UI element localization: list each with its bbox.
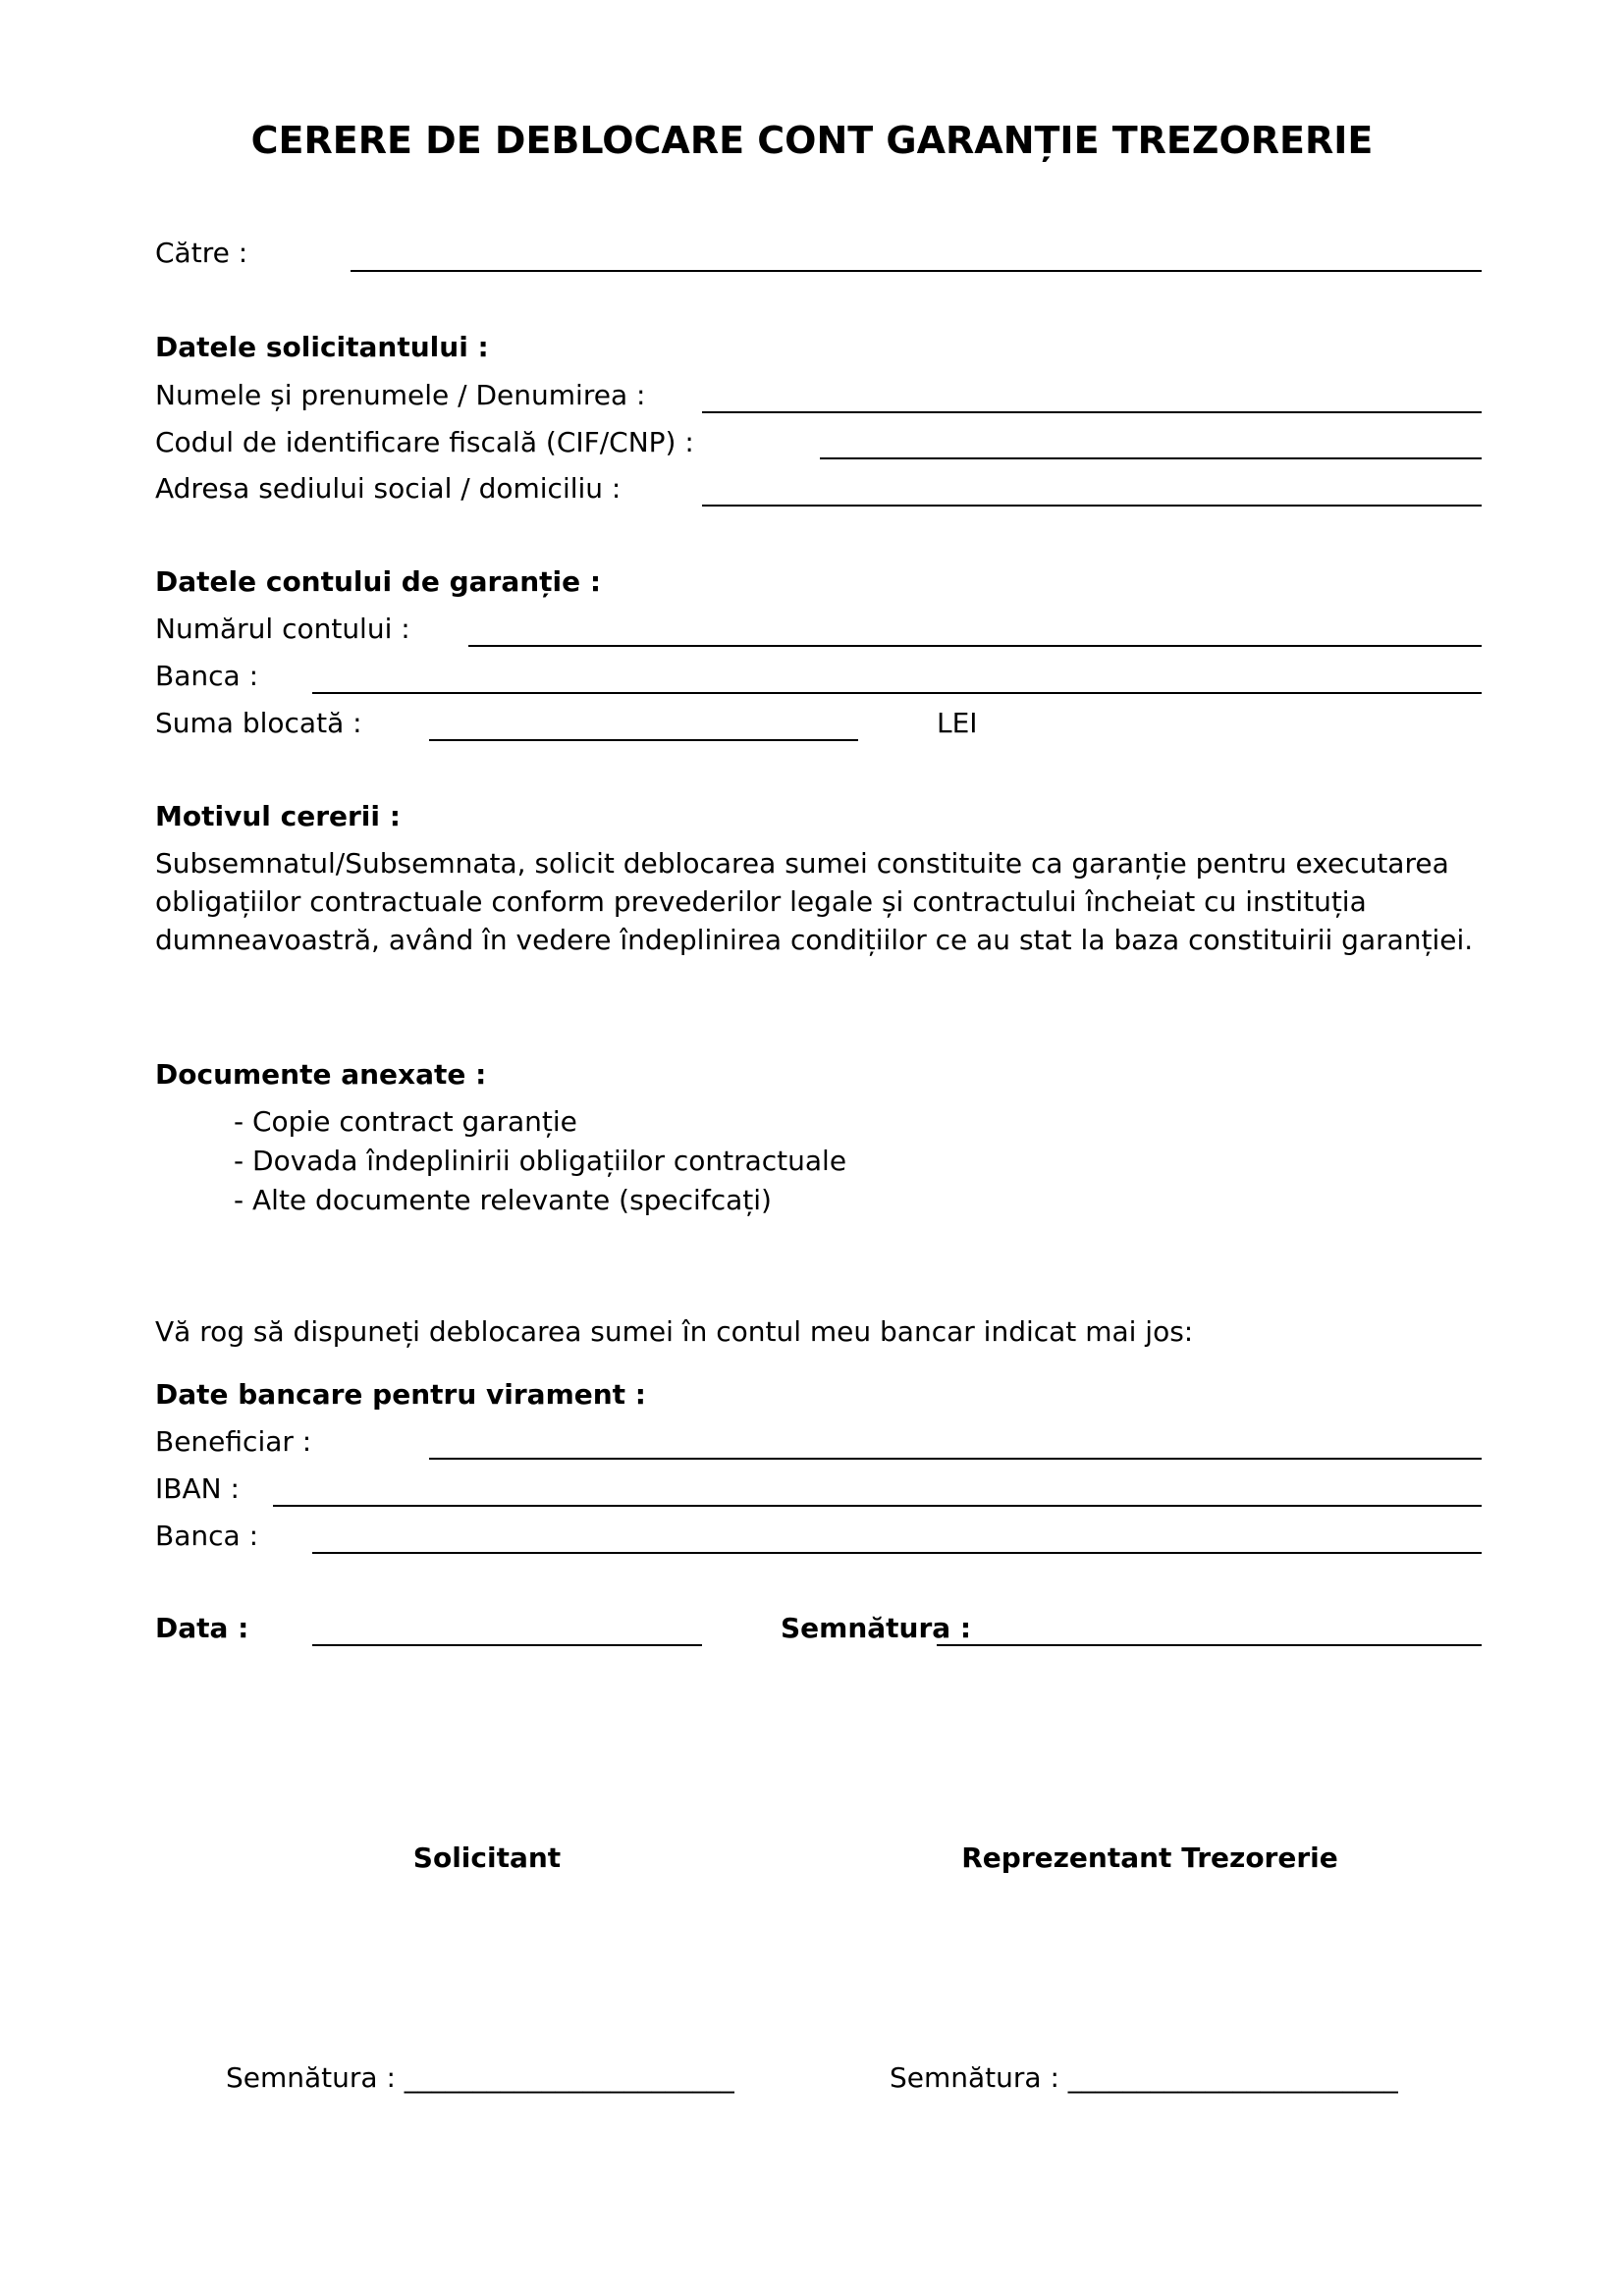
currency-label: LEI [937,707,978,739]
guarantee-bank-label: Banca : [155,660,258,692]
reason-heading: Motivul cererii : [155,800,401,832]
guarantee-bank-field-line[interactable] [312,692,1482,694]
iban-label: IBAN : [155,1472,240,1505]
guarantee-account-number-field-line[interactable] [468,645,1482,647]
attachments-heading: Documente anexate : [155,1058,487,1091]
reason-paragraph [155,844,1530,959]
reason-line: dumneavoastră, având în vedere îndeplinirea condițiilor ce au stat la baza constituirii garanției. [155,924,1474,956]
transfer-bank-label: Banca : [155,1520,258,1552]
transfer-bank-field-line[interactable] [312,1552,1482,1554]
applicant-address-label: Adresa sediului social / domiciliu : [155,472,622,505]
catre-field-line[interactable] [351,270,1482,272]
blocked-amount-field-line[interactable] [429,739,858,741]
iban-field-line[interactable] [273,1505,1482,1507]
request-text: Vă rog să dispuneți deblocarea sumei în contul meu bancar indicat mai jos: [155,1315,1194,1348]
date-field-line[interactable] [312,1644,702,1646]
applicant-cif-label: Codul de identificare fiscală (CIF/CNP) : [155,426,694,458]
applicant-name-label: Numele și prenumele / Denumirea : [155,379,646,411]
reason-line: Subsemnatul/Subsemnata, solicit deblocarea sumei constituite ca garanție pentru executarea [155,847,1449,880]
attachment-item: - Dovada îndeplinirii obligațiilor contractuale [234,1145,847,1177]
treasury-signature-field[interactable]: Semnătura : ________________________ [890,2061,1398,2094]
catre-label: Către : [155,237,248,269]
bank-details-heading: Date bancare pentru virament : [155,1378,646,1411]
applicant-signatory-title: Solicitant [412,1842,562,1874]
date-label: Data : [155,1612,249,1644]
applicant-name-field-line[interactable] [702,411,1482,413]
applicant-cif-field-line[interactable] [820,457,1482,459]
signature-field-line[interactable] [937,1644,1482,1646]
attachment-item: - Alte documente relevante (specifcați) [234,1184,772,1216]
page-title: CERERE DE DEBLOCARE CONT GARANȚIE TREZORERIE [250,119,1374,162]
applicant-signature-field[interactable]: Semnătura : ________________________ [226,2061,734,2094]
treasury-signatory-title: Reprezentant Trezorerie [961,1842,1338,1874]
beneficiary-field-line[interactable] [429,1458,1482,1460]
applicant-address-field-line[interactable] [702,505,1482,507]
applicant-heading: Datele solicitantului : [155,331,489,363]
attachment-item: - Copie contract garanție [234,1105,577,1138]
signature-label: Semnătura : [781,1612,972,1644]
beneficiary-label: Beneficiar : [155,1425,312,1458]
guarantee-account-heading: Datele contului de garanție : [155,565,602,598]
reason-line: obligațiilor contractuale conform prevederilor legale și contractului încheiat cu instituția [155,885,1367,918]
guarantee-account-number-label: Numărul contului : [155,613,410,645]
blocked-amount-label: Suma blocată : [155,707,362,739]
